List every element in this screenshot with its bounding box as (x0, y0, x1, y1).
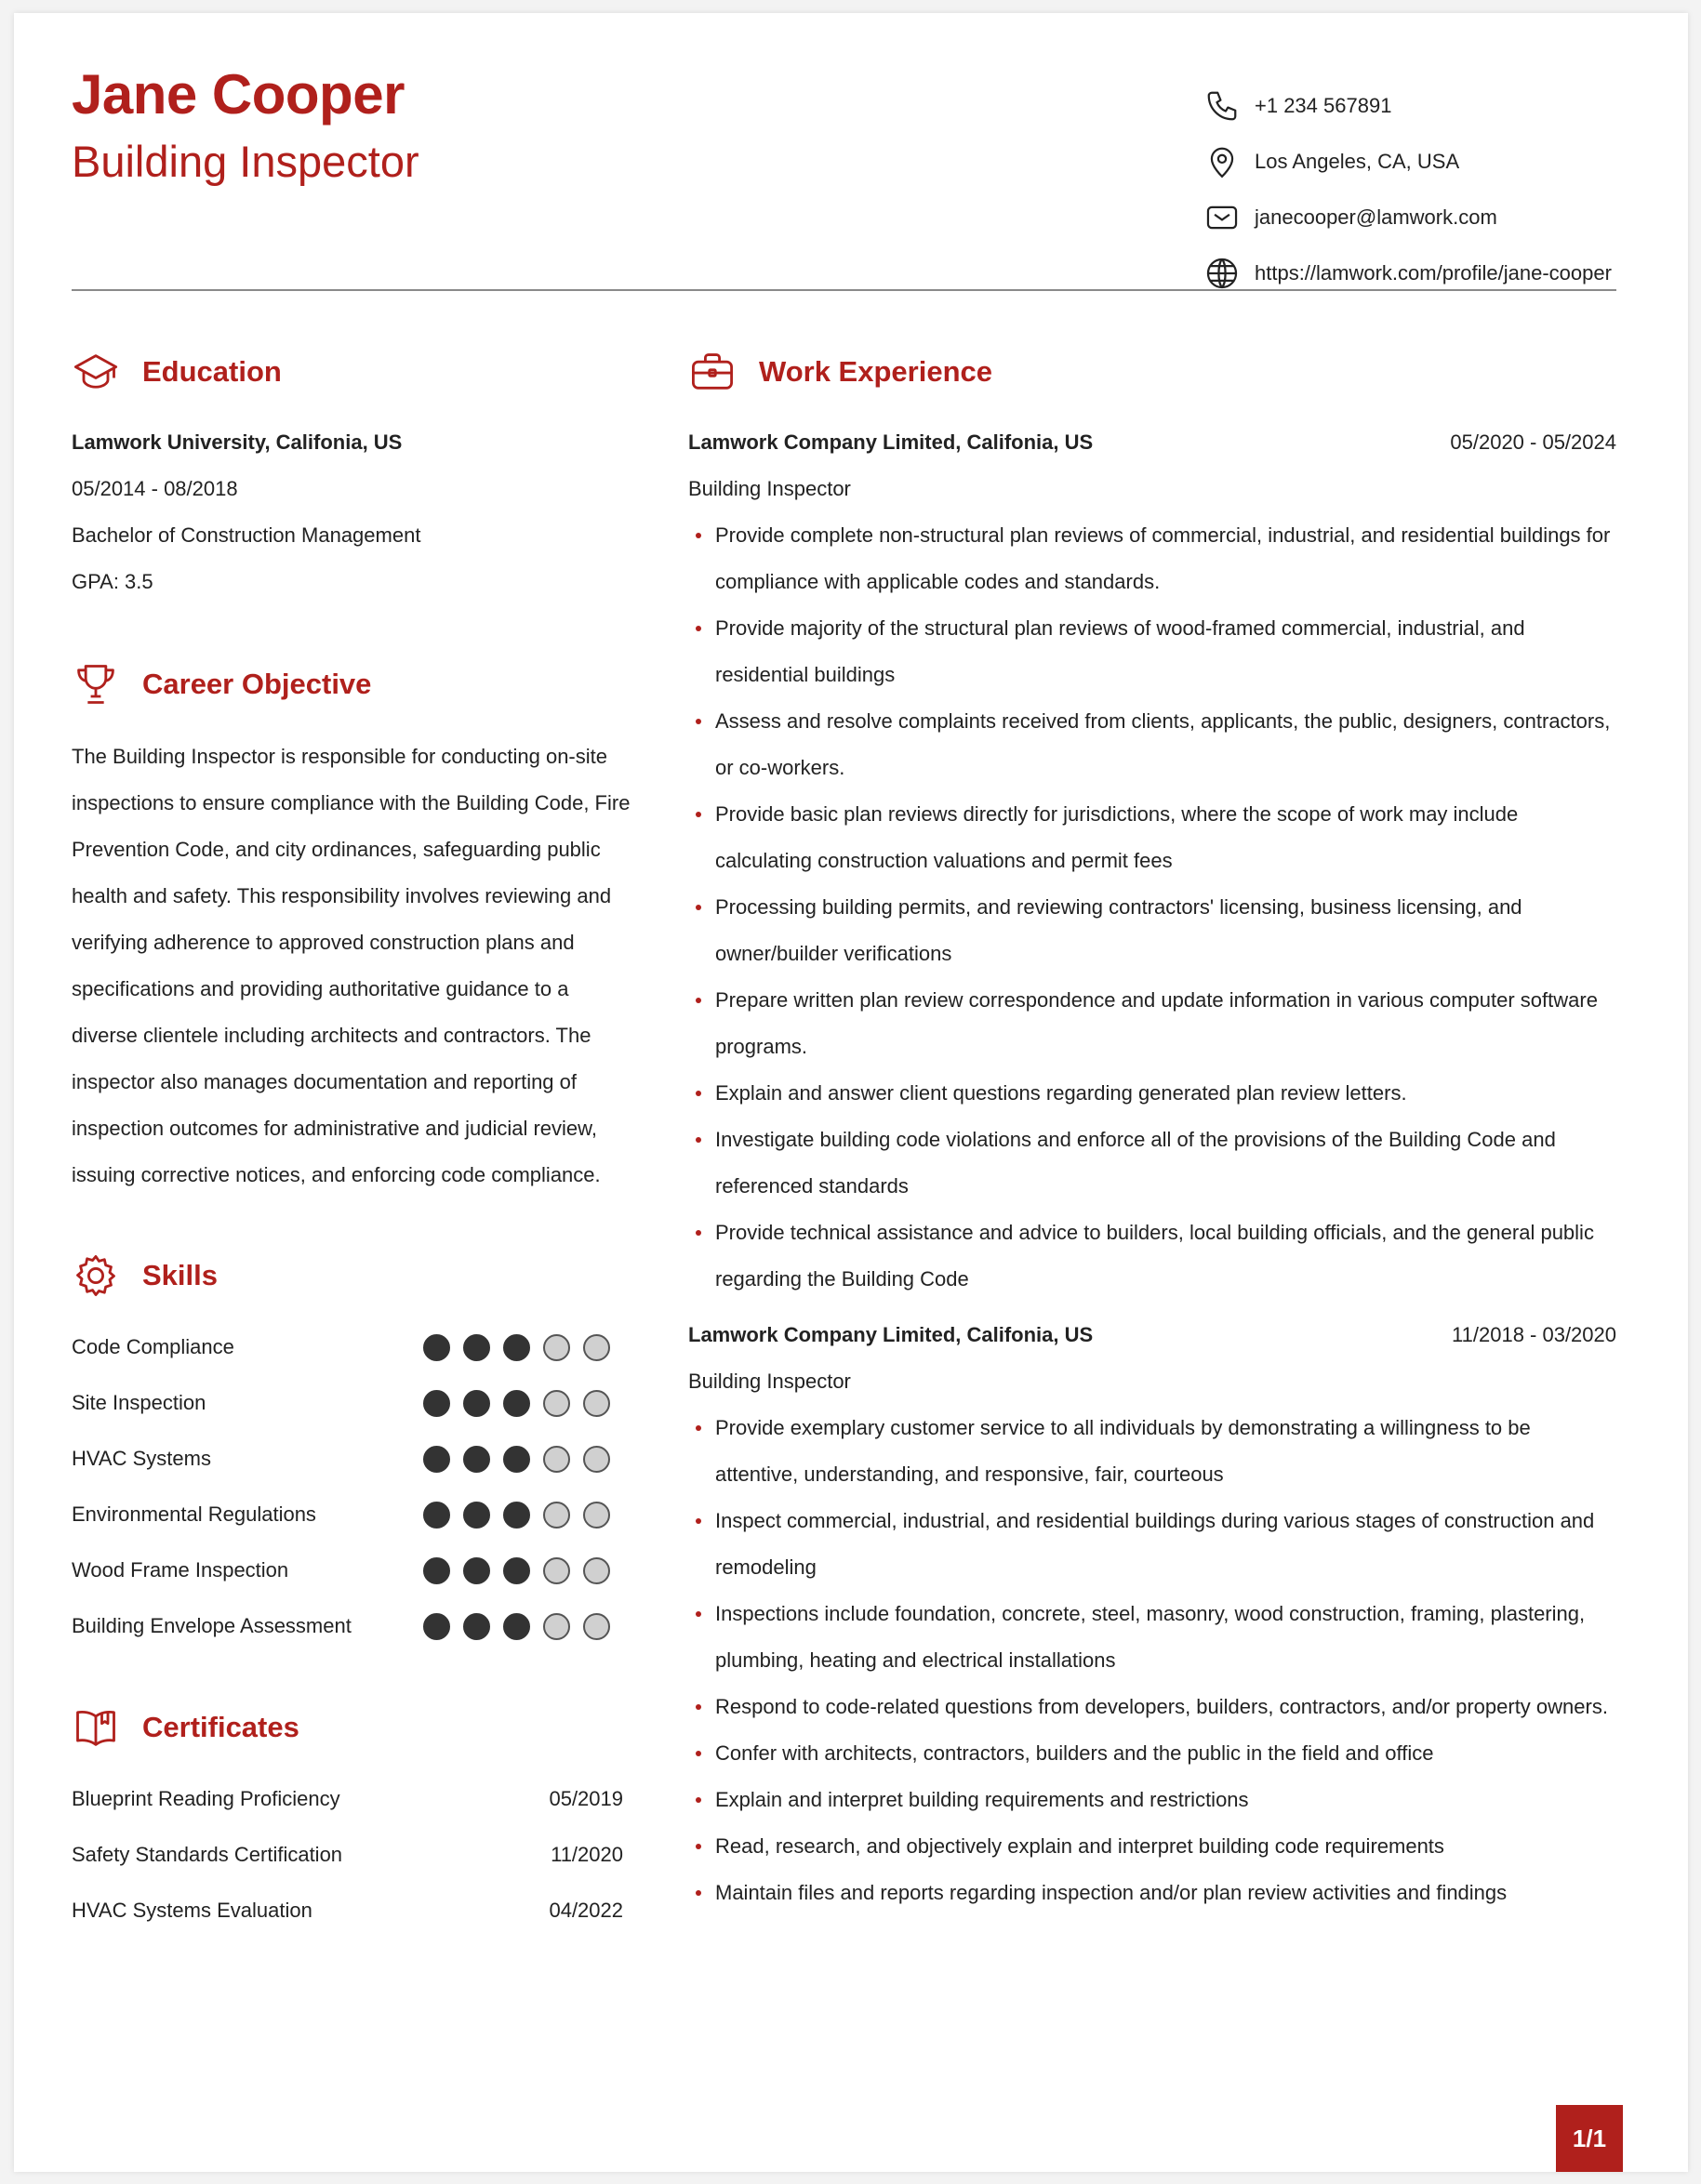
skill-rating (423, 1334, 623, 1361)
phone-icon (1204, 88, 1240, 124)
skill-name: Site Inspection (72, 1391, 206, 1414)
rating-dot-filled (463, 1613, 490, 1640)
skill-rating (423, 1446, 623, 1473)
skill-rating (423, 1613, 623, 1640)
rating-dot-filled (503, 1613, 530, 1640)
rating-dot-empty (583, 1557, 610, 1584)
education-school: Lamwork University, Califonia, US (72, 430, 403, 454)
education-heading-label: Education (142, 355, 282, 388)
rating-dot-empty (583, 1446, 610, 1473)
certificate-date: 04/2022 (549, 1899, 623, 1922)
objective-line: inspector also manages documentation and reporting of (72, 1070, 578, 1093)
job-bullet: Processing building permits, and reviewing contractors' licensing, business licensing, and owner/builder verifications (688, 884, 1616, 977)
job-title: Building Inspector (688, 1370, 851, 1393)
rating-dot-empty (583, 1502, 610, 1529)
skill-name: Code Compliance (72, 1335, 234, 1358)
job-bullet: Respond to code-related questions from developers, builders, contractors, and/or property owners. (688, 1684, 1616, 1730)
job-dates: 11/2018 - 03/2020 (1452, 1323, 1616, 1346)
rating-dot-empty (543, 1557, 570, 1584)
objective-line: specifications and providing authoritative guidance to a (72, 977, 569, 1000)
website-link[interactable]: https://lamwork.com/profile/jane-cooper (1255, 261, 1612, 285)
rating-dot-empty (583, 1334, 610, 1361)
skill-rating (423, 1502, 623, 1529)
mail-icon (1204, 200, 1240, 235)
skill-row (72, 1375, 630, 1431)
rating-dot-filled (463, 1390, 490, 1417)
work-list (688, 419, 1616, 1916)
page-indicator: 1/1 (1556, 2105, 1623, 2172)
work-heading-label: Work Experience (759, 355, 992, 388)
contact-website (1204, 245, 1612, 301)
resume-page (14, 13, 1688, 2172)
rating-dot-empty (543, 1334, 570, 1361)
rating-dot-filled (463, 1446, 490, 1473)
skill-rating (423, 1557, 623, 1584)
certificate-date: 05/2019 (549, 1787, 623, 1810)
certificate-row (72, 1883, 623, 1939)
education-heading (72, 348, 282, 396)
job-bullet: Provide basic plan reviews directly for jurisdictions, where the scope of work may include calculating construction valuations and permit fees (688, 791, 1616, 884)
graduation-cap-icon (72, 348, 120, 396)
rating-dot-filled (503, 1390, 530, 1417)
objective-line: verifying adherence to approved construction plans and (72, 931, 575, 954)
rating-dot-empty (543, 1446, 570, 1473)
objective-heading (72, 660, 371, 708)
rating-dot-empty (543, 1502, 570, 1529)
job-dates: 05/2020 - 05/2024 (1450, 430, 1616, 454)
objective-line: inspection outcomes for administrative and judicial review, (72, 1117, 597, 1140)
job-bullet: Provide technical assistance and advice to builders, local building officials, and the general public regarding the Building Code (688, 1210, 1616, 1303)
contact-list (1204, 78, 1612, 301)
rating-dot-empty (583, 1390, 610, 1417)
job-bullets (688, 1405, 1616, 1916)
work-heading (688, 348, 992, 396)
job-entry (688, 419, 1616, 1303)
objective-line: The Building Inspector is responsible for conducting on-site (72, 745, 607, 768)
contact-location (1204, 134, 1612, 190)
job-bullet: Provide majority of the structural plan reviews of wood-framed commercial, industrial, and residential buildings (688, 605, 1616, 698)
skill-row (72, 1319, 630, 1375)
rating-dot-filled (423, 1334, 450, 1361)
job-bullet: Explain and interpret building requirements and restrictions (688, 1777, 1616, 1823)
job-bullet: Explain and answer client questions regarding generated plan review letters. (688, 1070, 1616, 1117)
rating-dot-filled (423, 1446, 450, 1473)
rating-dot-filled (503, 1334, 530, 1361)
rating-dot-filled (463, 1502, 490, 1529)
education-degree: Bachelor of Construction Management (72, 523, 421, 547)
objective-line: issuing corrective notices, and enforcing code compliance. (72, 1163, 601, 1186)
rating-dot-empty (583, 1613, 610, 1640)
candidate-role: Building Inspector (72, 137, 419, 186)
rating-dot-filled (423, 1613, 450, 1640)
skills-heading-label: Skills (142, 1259, 218, 1291)
certificate-row (72, 1827, 623, 1883)
skill-name: Environmental Regulations (72, 1502, 316, 1526)
job-bullet: Provide exemplary customer service to all individuals by demonstrating a willingness to be attentive, understanding, and responsive, fair, courteous (688, 1405, 1616, 1498)
rating-dot-filled (463, 1557, 490, 1584)
rating-dot-filled (503, 1502, 530, 1529)
job-title: Building Inspector (688, 477, 851, 500)
job-bullet: Inspections include foundation, concrete, steel, masonry, wood construction, framing, plastering, plumbing, heating and electrical installations (688, 1591, 1616, 1684)
job-bullet: Investigate building code violations and enforce all of the provisions of the Building Code and referenced standards (688, 1117, 1616, 1210)
location-text: Los Angeles, CA, USA (1255, 150, 1460, 173)
certificate-name: Blueprint Reading Proficiency (72, 1787, 340, 1810)
education-block (72, 419, 630, 605)
certificate-name: HVAC Systems Evaluation (72, 1899, 312, 1922)
skill-row (72, 1542, 630, 1598)
certificates-heading-label: Certificates (142, 1711, 299, 1743)
skill-row (72, 1487, 630, 1542)
objective-line: inspections to ensure compliance with the Building Code, Fire (72, 791, 631, 814)
job-header (688, 1312, 1616, 1358)
open-book-icon (72, 1703, 120, 1752)
email-text[interactable]: janecooper@lamwork.com (1255, 205, 1497, 229)
rating-dot-empty (543, 1613, 570, 1640)
skill-name: Building Envelope Assessment (72, 1614, 352, 1637)
job-header (688, 419, 1616, 466)
skill-name: Wood Frame Inspection (72, 1558, 289, 1582)
objective-heading-label: Career Objective (142, 668, 372, 700)
contact-email (1204, 190, 1612, 245)
rating-dot-filled (503, 1446, 530, 1473)
gear-icon (72, 1251, 120, 1300)
location-pin-icon (1204, 144, 1240, 179)
objective-text (72, 734, 639, 1198)
header-divider (72, 289, 1616, 291)
phone-text: +1 234 567891 (1255, 94, 1392, 117)
certificate-row (72, 1771, 623, 1827)
education-gpa: GPA: 3.5 (72, 570, 153, 593)
certificate-date: 11/2020 (551, 1843, 623, 1866)
briefcase-icon (688, 348, 737, 396)
job-company: Lamwork Company Limited, Califonia, US (688, 430, 1094, 454)
candidate-name: Jane Cooper (72, 63, 405, 126)
objective-line: Prevention Code, and city ordinances, safeguarding public (72, 838, 601, 861)
skills-heading (72, 1251, 218, 1300)
objective-line: health and safety. This responsibility involves reviewing and (72, 884, 612, 907)
job-entry (688, 1312, 1616, 1916)
rating-dot-filled (423, 1502, 450, 1529)
skill-rating (423, 1390, 623, 1417)
certificates-heading (72, 1703, 299, 1752)
job-bullet: Prepare written plan review correspondence and update information in various computer software programs. (688, 977, 1616, 1070)
rating-dot-filled (503, 1557, 530, 1584)
skill-row (72, 1431, 630, 1487)
contact-phone (1204, 78, 1612, 134)
job-bullet: Maintain files and reports regarding inspection and/or plan review activities and findings (688, 1870, 1616, 1916)
job-bullet: Assess and resolve complaints received from clients, applicants, the public, designers, contractors, or co-workers. (688, 698, 1616, 791)
job-bullet: Inspect commercial, industrial, and residential buildings during various stages of construction and remodeling (688, 1498, 1616, 1591)
trophy-icon (72, 660, 120, 708)
skill-row (72, 1598, 630, 1654)
job-bullet: Provide complete non-structural plan reviews of commercial, industrial, and residential buildings for compliance with applicable codes and standards. (688, 512, 1616, 605)
education-dates: 05/2014 - 08/2018 (72, 477, 238, 500)
job-bullet: Confer with architects, contractors, builders and the public in the field and office (688, 1730, 1616, 1777)
objective-line: diverse clientele including architects and contractors. The (72, 1024, 591, 1047)
job-bullets (688, 512, 1616, 1303)
job-bullet: Read, research, and objectively explain and interpret building code requirements (688, 1823, 1616, 1870)
skills-list (72, 1319, 630, 1654)
skill-name: HVAC Systems (72, 1447, 211, 1470)
certificates-list (72, 1771, 630, 1939)
rating-dot-filled (423, 1390, 450, 1417)
certificate-name: Safety Standards Certification (72, 1843, 343, 1866)
rating-dot-filled (463, 1334, 490, 1361)
globe-icon (1204, 256, 1240, 291)
job-company: Lamwork Company Limited, Califonia, US (688, 1323, 1094, 1346)
rating-dot-filled (423, 1557, 450, 1584)
rating-dot-empty (543, 1390, 570, 1417)
